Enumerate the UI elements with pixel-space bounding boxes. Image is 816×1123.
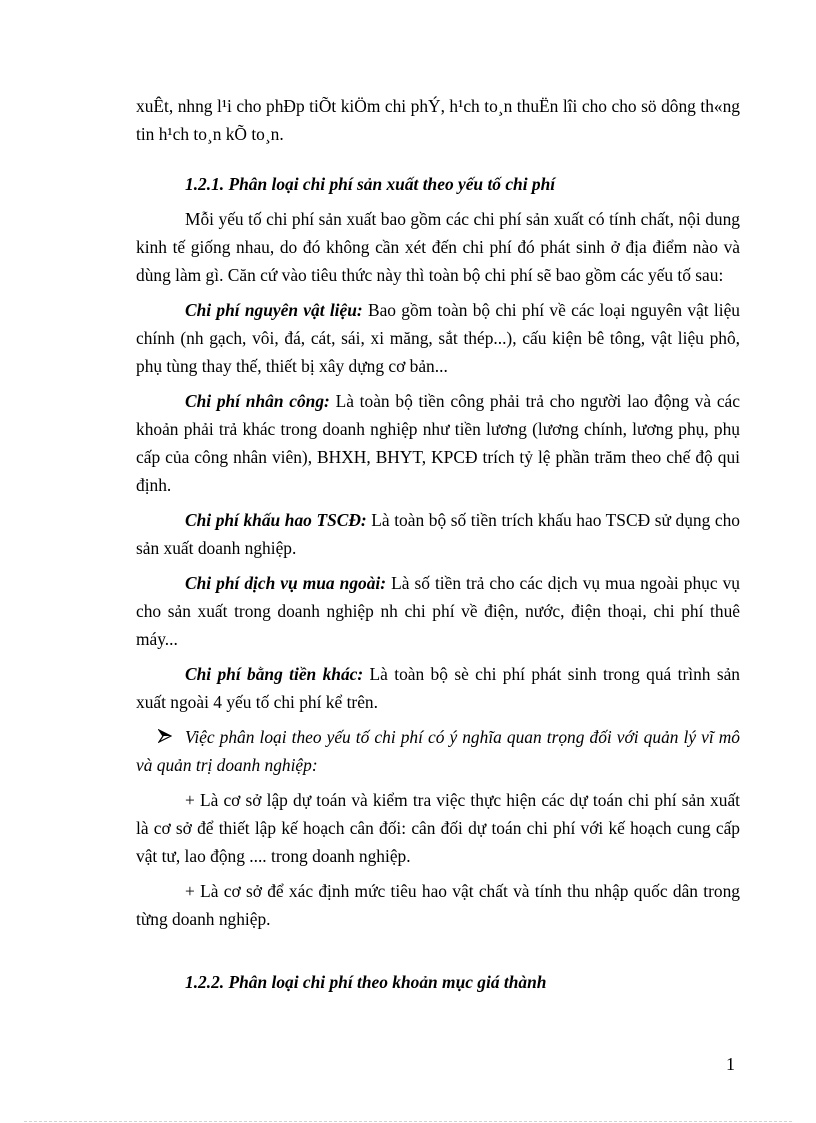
intro-paragraph: xuÊt, nhng l¹i cho phÐp tiÕt kiÖm chi phÝ, h¹ch to¸n thuËn lîi cho cho sö dông th«ng tin h¹ch to¸n kÕ to¸n.: [136, 96, 740, 144]
page-bottom-rule: [24, 1121, 792, 1122]
paragraph-other-cash-costs: [136, 660, 740, 716]
paragraph-material-cost: [136, 296, 740, 380]
term-labor-cost: Chi phí nhân công:: [185, 391, 330, 411]
paragraph-outsourced-services: [136, 569, 740, 653]
paragraph-consumption-basis: + Là cơ sở để xác định mức tiêu hao vật chất và tính thu nhập quốc dân trong từng doanh nghiệp.: [136, 881, 740, 929]
paragraph-labor-cost: [136, 387, 740, 499]
page-number: 1: [726, 1054, 735, 1074]
section-heading-1-2-1: 1.2.1. Phân loại chi phí sản xuất theo yếu tố chi phí: [185, 174, 556, 194]
text-depreciation-cost: Là toàn bộ số tiền trích khấu hao TSCĐ sử dụng cho sản xuất doanh nghiệp.: [136, 510, 740, 558]
text-material-cost: Bao gồm toàn bộ chi phí về các loại nguyên vật liệu chính (nh gạch, vôi, đá, cát, sái, xi măng, sắt thép...), cấu kiện bê tông, vật liệu phô, phụ tùng thay thế, thiết bị xây dựng cơ bản...: [136, 300, 740, 376]
paragraph-cost-elements: Mỗi yếu tố chi phí sản xuất bao gồm các chi phí sản xuất có tính chất, nội dung kinh tế giống nhau, do đó không cần xét đến chi phí đó phát sinh ở địa điểm nào và dùng làm gì. Căn cứ vào tiêu thức này thì toàn bộ chi phí sẽ bao gồm các yếu tố sau:: [136, 209, 740, 285]
term-depreciation-cost: Chi phí khấu hao TSCĐ:: [185, 510, 367, 530]
term-material-cost: Chi phí nguyên vật liệu:: [185, 300, 363, 320]
bullet-significance: [136, 723, 740, 779]
arrowhead-bullet-icon: [158, 729, 172, 743]
text-outsourced-services: Là số tiền trả cho các dịch vụ mua ngoài phục vụ cho sản xuất trong doanh nghiệp nh chi phí về điện, nước, điện thoại, chi phí thuê máy...: [136, 573, 740, 649]
text-labor-cost: Là toàn bộ tiền công phải trả cho người lao động và các khoản phải trả khác trong doanh nghiệp như tiền lương (lương chính, lương phụ, phụ cấp của công nhân viên), BHXH, BHYT, KPCĐ trích tỷ lệ phần trăm theo chế độ qui định.: [136, 391, 740, 495]
paragraph-budget-basis: + Là cơ sở lập dự toán và kiểm tra việc thực hiện các dự toán chi phí sản xuất là cơ sở để thiết lập kế hoạch cân đối: cân đối dự toán chi phí với kế hoạch cung cấp vật tư, lao động .... trong doanh nghiệp.: [136, 790, 740, 866]
bullet-significance-text: Việc phân loại theo yếu tố chi phí có ý nghĩa quan trọng đối với quản lý vĩ mô và quản trị doanh nghiệp:: [136, 727, 740, 775]
page-content: [136, 92, 740, 1003]
paragraph-depreciation-cost: [136, 506, 740, 562]
section-heading-1-2-2: 1.2.2. Phân loại chi phí theo khoản mục giá thành: [185, 972, 547, 992]
term-outsourced-services: Chi phí dịch vụ mua ngoài:: [185, 573, 387, 593]
term-other-cash-costs: Chi phí bằng tiền khác:: [185, 664, 364, 684]
text-other-cash-costs: Là toàn bộ sè chi phí phát sinh trong quá trình sản xuất ngoài 4 yếu tố chi phí kể trên.: [136, 664, 741, 712]
